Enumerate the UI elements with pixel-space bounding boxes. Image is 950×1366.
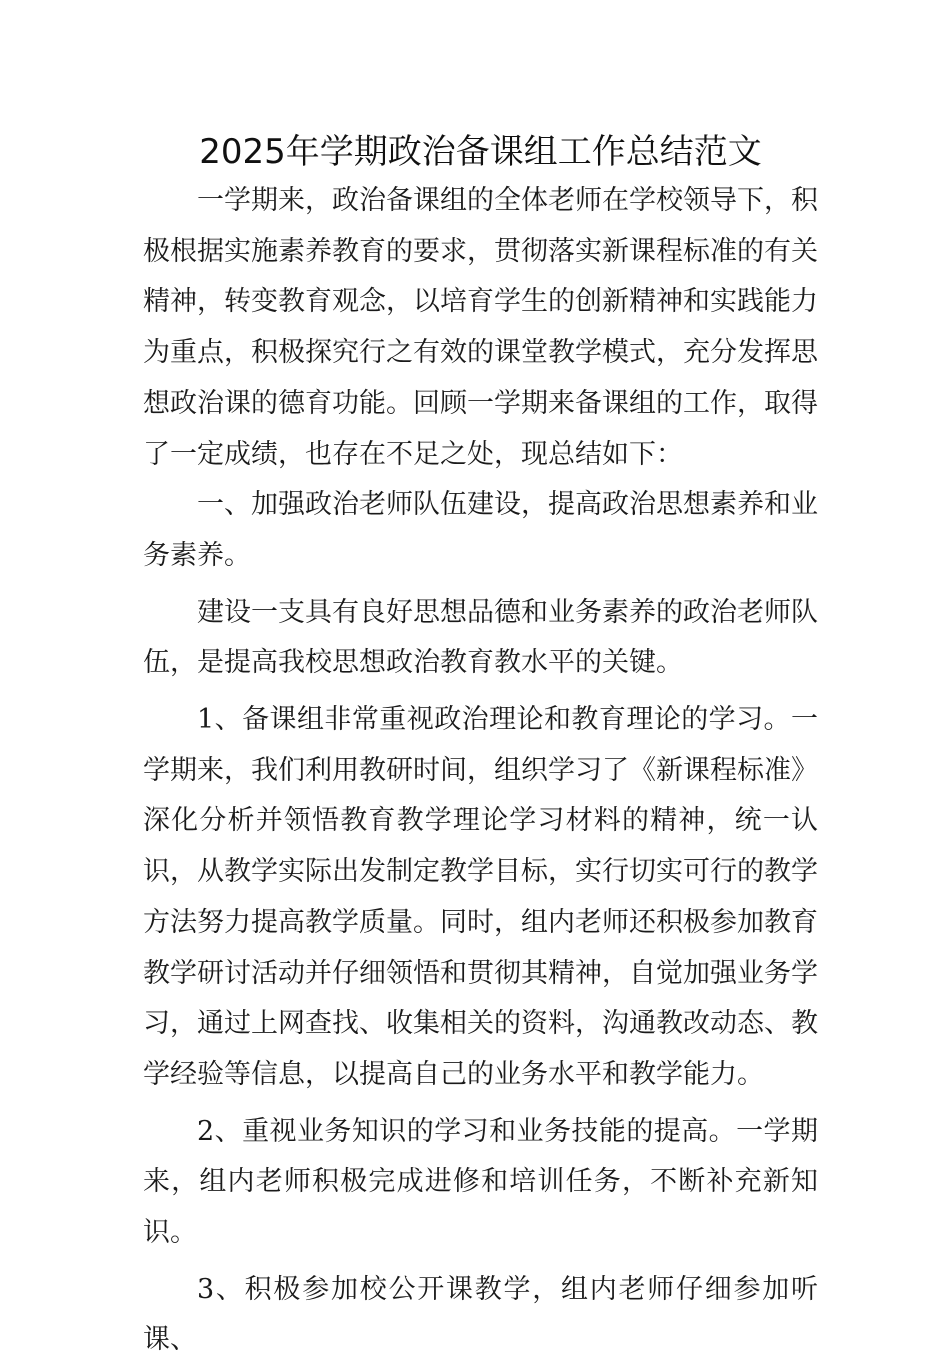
paragraph-point-3: 3、积极参加校公开课教学，组内老师仔细参加听课、 xyxy=(143,1273,818,1356)
paragraph-team-building: 建设一支具有良好思想品德和业务素养的政治老师队伍，是提高我校思想政治教育教水平的关键。 xyxy=(143,596,818,679)
paragraph-intro: 一学期来，政治备课组的全体老师在学校领导下，积极根据实施素养教育的要求，贯彻落实新课程标准的有关精神，转变教育观念，以培育学生的创新精神和实践能力为重点，积极探究行之有效的课堂教学模式，充分发挥思想政治课的德育功能。回顾一学期来备课组的工作，取得了一定成绩，也存在不足之处，现总结如下： xyxy=(143,185,818,470)
document-body xyxy=(143,128,818,1366)
document-title: 2025年学期政治备课组工作总结范文 xyxy=(199,132,762,172)
paragraph-point-1: 1、备课组非常重视政治理论和教育理论的学习。一学期来，我们利用教研时间，组织学习了《新课程标准》深化分析并领悟教育教学理论学习材料的精神，统一认识，从教学实际出发制定教学目标，实行切实可行的教学方法努力提高教学质量。同时，组内老师还积极参加教育教学研讨活动并仔细领悟和贯彻其精神，自觉加强业务学习，通过上网查找、收集相关的资料，沟通教改动态、教学经验等信息，以提高自己的业务水平和教学能力。 xyxy=(143,704,818,1090)
paragraph-point-2: 2、重视业务知识的学习和业务技能的提高。一学期来，组内老师积极完成进修和培训任务，不断补充新知识。 xyxy=(143,1115,818,1249)
paragraph-section-heading: 一、加强政治老师队伍建设，提高政治思想素养和业务素养。 xyxy=(143,489,818,571)
